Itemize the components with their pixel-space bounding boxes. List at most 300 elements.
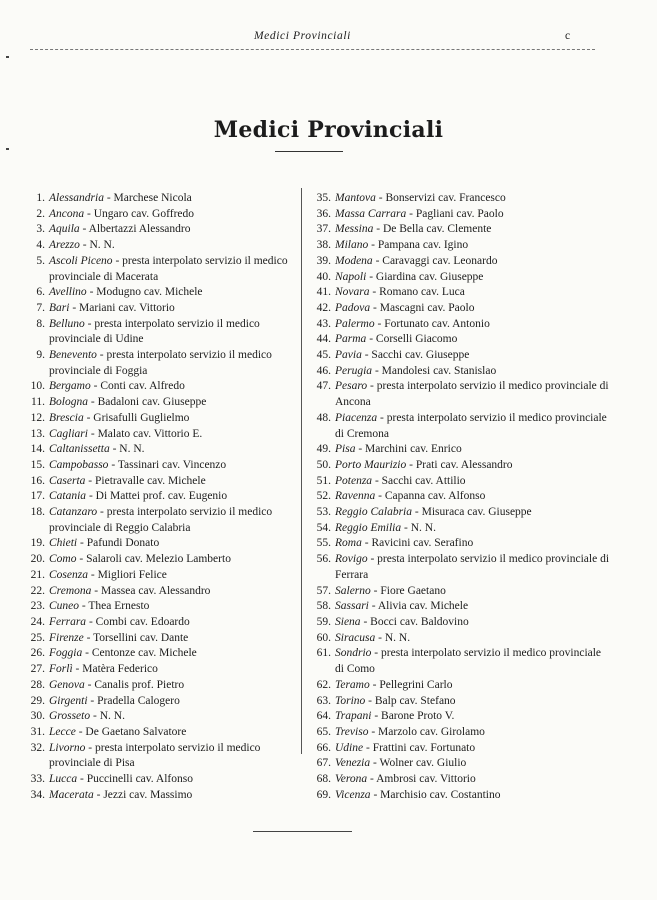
entry-number: 24. <box>30 615 45 628</box>
entry-number: 53. <box>316 506 331 519</box>
entry-body <box>49 709 300 725</box>
entry-separator: - <box>368 239 378 252</box>
entry-number: 63. <box>316 694 331 707</box>
entry <box>309 317 609 333</box>
province-name: Firenze <box>49 631 84 644</box>
entry-number: 32. <box>30 741 45 754</box>
entry-body <box>335 442 609 458</box>
province-name: Parma <box>335 333 367 346</box>
physician-name: Puccinelli cav. Alfonso <box>86 773 193 786</box>
province-name: Cuneo <box>49 600 80 613</box>
physician-name: Di Mattei prof. cav. Eugenio <box>95 490 228 503</box>
entry <box>22 694 300 710</box>
entry-separator: - <box>367 380 377 393</box>
physician-name: Marzolo cav. Girolamo <box>378 725 485 738</box>
physician-name: presta interpolato servizio il medico provinciale di Pisa <box>49 741 261 770</box>
entry-body <box>49 442 300 458</box>
physician-name: Prati cav. Alessandro <box>415 458 513 471</box>
province-name: Messina <box>335 223 374 236</box>
entry <box>22 646 300 662</box>
entry-number: 21. <box>30 568 45 581</box>
entry-separator: - <box>86 286 97 299</box>
entry-number: 47. <box>316 380 331 393</box>
entry-number: 14. <box>30 443 45 456</box>
entry <box>309 709 609 725</box>
entry <box>22 427 300 443</box>
entry <box>309 285 609 301</box>
entry-body <box>49 254 300 285</box>
entry-number: 30. <box>30 710 45 723</box>
entry-number: 16. <box>30 474 45 487</box>
physician-name: Salaroli cav. Melezio Lamberto <box>86 553 231 566</box>
physician-name: Bocci cav. Baldovino <box>370 615 469 628</box>
entry-number: 10. <box>30 380 45 393</box>
entry <box>309 615 609 631</box>
physician-name: Tassinari cav. Vincenzo <box>117 458 227 471</box>
physician-name: Pellegrini Carlo <box>379 678 453 691</box>
entry <box>309 505 609 521</box>
entry-body <box>49 411 300 427</box>
physician-name: presta interpolato servizio il medico provinciale di Reggio Calabria <box>49 506 273 534</box>
entry <box>22 709 300 725</box>
province-name: Pisa <box>335 443 356 456</box>
entry-separator: - <box>361 537 372 550</box>
entry-body <box>335 411 609 442</box>
physician-name: Ravicini cav. Serafino <box>371 537 474 550</box>
entry-number: 57. <box>316 584 331 597</box>
entry-separator: - <box>366 333 376 346</box>
entry-number: 69. <box>316 788 331 801</box>
entry-number: 54. <box>316 521 331 534</box>
entry-separator: - <box>85 741 96 754</box>
province-name: Como <box>49 553 77 566</box>
physician-name: Malato cav. Vittorio E. <box>97 427 203 440</box>
physician-name: Sacchi cav. Giuseppe <box>371 349 470 362</box>
entry-body <box>335 678 609 694</box>
entry-separator: - <box>412 506 422 519</box>
page-title: Medici Provinciali <box>213 117 444 143</box>
entry-separator: - <box>401 521 411 534</box>
province-name: Sassari <box>335 600 369 613</box>
entry <box>309 536 609 552</box>
entry-body <box>49 458 300 474</box>
entry-number: 46. <box>316 364 331 377</box>
entry-body <box>335 348 609 364</box>
entry-number: 4. <box>36 239 45 252</box>
entry-body <box>49 568 300 584</box>
running-title: Medici Provinciali <box>254 30 351 42</box>
entry <box>22 631 300 647</box>
entry-number: 17. <box>30 490 45 503</box>
entry-separator: - <box>368 600 378 613</box>
entry-number: 27. <box>30 663 45 676</box>
entry-separator: - <box>83 411 94 424</box>
entry <box>22 285 300 301</box>
entry-body <box>49 395 300 411</box>
entry-number: 22. <box>30 584 45 597</box>
physician-name: Pagliani cav. Paolo <box>415 207 504 220</box>
entry-body <box>335 317 609 333</box>
entry <box>22 615 300 631</box>
entry-body <box>49 489 300 505</box>
entry-separator: - <box>372 474 382 487</box>
entry <box>22 536 300 552</box>
physician-name: N. N. <box>119 443 145 456</box>
physician-name: Matèra Federico <box>82 663 158 676</box>
entry-separator: - <box>77 773 87 786</box>
physician-name: Pafundi Donato <box>86 537 160 550</box>
entry-body <box>49 317 300 348</box>
entry-separator: - <box>97 506 107 519</box>
entry-separator: - <box>370 788 381 801</box>
physician-name: N. N. <box>99 710 125 723</box>
footer-rule <box>253 831 352 832</box>
physician-name: N. N. <box>384 631 411 644</box>
province-name: Padova <box>335 301 371 314</box>
entry <box>309 788 609 804</box>
entry <box>309 694 609 710</box>
entry-body <box>49 536 300 552</box>
entry-body <box>49 207 300 223</box>
province-name: Vicenza <box>335 788 371 801</box>
entry-separator: - <box>112 254 123 267</box>
physician-name: Grisafulli Guglielmo <box>93 411 190 424</box>
entry-separator: - <box>96 349 107 362</box>
physician-name: Pietravalle cav. Michele <box>95 474 206 487</box>
header-rule <box>30 49 595 50</box>
physician-name: Wolner cav. Giulio <box>379 757 467 770</box>
entry-separator: - <box>75 725 86 738</box>
entry-body <box>335 379 609 410</box>
entry-separator: - <box>367 773 377 786</box>
entry-body <box>335 694 609 710</box>
entry-separator: - <box>85 474 96 487</box>
entry-separator: - <box>79 239 90 252</box>
province-name: Belluno <box>49 317 85 330</box>
entry-body <box>335 709 609 725</box>
entry <box>309 631 609 647</box>
entry-body <box>49 348 300 379</box>
entry-separator: - <box>82 647 92 660</box>
entry-number: 23. <box>30 600 45 613</box>
entry <box>309 332 609 348</box>
entry <box>309 772 609 788</box>
entry-number: 31. <box>30 725 45 738</box>
entry-separator: - <box>369 286 380 299</box>
province-name: Girgenti <box>49 694 88 707</box>
entry-number: 55. <box>316 537 331 550</box>
entry <box>22 442 300 458</box>
province-name: Siracusa <box>335 631 376 644</box>
entry-number: 18. <box>30 506 45 519</box>
entry <box>22 458 300 474</box>
entry <box>22 254 300 285</box>
entry <box>309 238 609 254</box>
entry-number: 52. <box>316 490 331 503</box>
entry <box>22 222 300 238</box>
province-name: Bologna <box>49 396 88 409</box>
entry <box>22 348 300 379</box>
physician-name: presta interpolato servizio il medico provinciale di Udine <box>49 317 260 346</box>
entry-separator: - <box>86 490 96 503</box>
province-name: Treviso <box>335 725 369 738</box>
entry-separator: - <box>109 443 120 456</box>
province-name: Caserta <box>49 474 86 487</box>
physician-name: presta interpolato servizio il medico provinciale di Como <box>335 647 602 676</box>
province-name: Pesaro <box>335 380 368 393</box>
entry-number: 13. <box>30 427 45 440</box>
physician-name: presta interpolato servizio il medico provinciale di Ancona <box>335 380 609 409</box>
province-name: Porto Maurizio <box>335 458 407 471</box>
entries-column-left <box>22 191 300 803</box>
entry-number: 39. <box>316 254 331 267</box>
entry <box>22 238 300 254</box>
entry-number: 67. <box>316 757 331 770</box>
entry-number: 11. <box>31 396 45 409</box>
entry-number: 8. <box>36 317 45 330</box>
entry-body <box>49 741 300 772</box>
physician-name: Ambrosi cav. Vittorio <box>376 773 476 786</box>
entry-separator: - <box>87 427 98 440</box>
entry <box>22 191 300 207</box>
entry-body <box>49 427 300 443</box>
entry <box>22 725 300 741</box>
physician-name: Pampana cav. Igino <box>377 239 469 252</box>
entry <box>309 364 609 380</box>
province-name: Milano <box>335 239 369 252</box>
entry-number: 48. <box>316 411 331 424</box>
entry-number: 68. <box>316 773 331 786</box>
entry-number: 34. <box>30 788 45 801</box>
entry-number: 65. <box>316 725 331 738</box>
entry-number: 25. <box>30 631 45 644</box>
entry <box>309 552 609 583</box>
entry-separator: - <box>370 301 380 314</box>
province-name: Macerata <box>49 788 94 801</box>
entry <box>309 254 609 270</box>
province-name: Palermo <box>335 317 375 330</box>
entry-number: 61. <box>316 647 331 660</box>
physician-name: Ungaro cav. Goffredo <box>93 207 194 220</box>
entry-number: 43. <box>316 317 331 330</box>
physician-name: Mariani cav. Vittorio <box>79 301 175 314</box>
physician-name: Giardina cav. Giuseppe <box>375 270 484 283</box>
entry-body <box>49 474 300 490</box>
province-name: Potenza <box>335 474 373 487</box>
entry-separator: - <box>375 490 385 503</box>
entry-separator: - <box>406 458 416 471</box>
entry-number: 64. <box>316 710 331 723</box>
entry-separator: - <box>367 553 378 566</box>
province-name: Chieti <box>49 537 78 550</box>
physician-name: Mascagni cav. Paolo <box>379 301 475 314</box>
province-name: Mantova <box>335 192 376 204</box>
entry-number: 59. <box>316 615 331 628</box>
entry <box>22 741 300 772</box>
entry-number: 38. <box>316 239 331 252</box>
entry <box>22 678 300 694</box>
entry <box>22 317 300 348</box>
province-name: Catania <box>49 490 87 503</box>
entry <box>22 552 300 568</box>
entry-separator: - <box>372 254 383 267</box>
physician-name: De Bella cav. Clemente <box>382 223 492 236</box>
entry-separator: - <box>79 600 89 613</box>
print-fleck <box>6 148 9 150</box>
entry-body <box>335 631 609 647</box>
column-divider <box>301 188 302 754</box>
physician-name: Marchini cav. Enrico <box>365 443 462 456</box>
province-name: Grosseto <box>49 710 91 723</box>
province-name: Livorno <box>49 741 86 754</box>
entry-separator: - <box>361 349 372 362</box>
entry-number: 19. <box>30 537 45 550</box>
entry-body <box>335 285 609 301</box>
entry-body <box>335 772 609 788</box>
province-name: Sondrio <box>335 647 372 660</box>
entry <box>309 301 609 317</box>
province-name: Napoli <box>335 270 367 283</box>
entry-number: 35. <box>316 192 331 204</box>
entry <box>309 191 609 207</box>
entry-separator: - <box>355 443 366 456</box>
entry-separator: - <box>86 615 96 628</box>
entry-number: 50. <box>316 458 331 471</box>
entry-number: 62. <box>316 678 331 691</box>
entry-body <box>335 788 609 804</box>
province-name: Cosenza <box>49 568 88 581</box>
physician-name: presta interpolato servizio il medico provinciale di Foggia <box>49 349 272 377</box>
entry <box>22 395 300 411</box>
entry <box>309 725 609 741</box>
entry-separator: - <box>76 553 87 566</box>
entry <box>309 646 609 677</box>
entry-number: 44. <box>316 333 331 346</box>
entry-separator: - <box>108 458 118 471</box>
entry-separator: - <box>406 207 416 220</box>
entry <box>309 584 609 600</box>
entry <box>22 411 300 427</box>
page-mark: c <box>565 30 571 42</box>
entry-body <box>49 725 300 741</box>
entry-body <box>49 631 300 647</box>
province-name: Torino <box>335 694 366 707</box>
physician-name: De Gaetano Salvatore <box>85 725 187 738</box>
entry-separator: - <box>90 380 101 393</box>
physician-name: Massea cav. Alessandro <box>100 584 211 597</box>
entry-body <box>335 364 609 380</box>
entry-body <box>49 615 300 631</box>
entry <box>309 458 609 474</box>
entry-number: 60. <box>316 631 331 644</box>
entry-body <box>335 238 609 254</box>
entry <box>22 772 300 788</box>
entry-body <box>335 254 609 270</box>
entry-number: 45. <box>316 349 331 362</box>
province-name: Bari <box>49 301 70 314</box>
entry-separator: - <box>77 537 87 550</box>
entry <box>22 788 300 804</box>
physician-name: Sacchi cav. Attilio <box>381 474 466 487</box>
entry-body <box>335 584 609 600</box>
entry-body <box>49 772 300 788</box>
entry <box>22 489 300 505</box>
entry-body <box>335 756 609 772</box>
province-name: Forlì <box>49 663 73 676</box>
province-name: Roma <box>335 537 362 550</box>
physician-name: Corselli Giacomo <box>375 333 458 346</box>
entry-body <box>335 615 609 631</box>
province-name: Trapani <box>335 710 372 723</box>
entry <box>22 505 300 536</box>
province-name: Bergamo <box>49 380 91 393</box>
physician-name: Canalis prof. Pietro <box>94 678 185 691</box>
entry-body <box>49 301 300 317</box>
entry-number: 7. <box>36 301 45 314</box>
entry <box>309 474 609 490</box>
province-name: Caltanissetta <box>49 443 110 456</box>
province-name: Massa Carrara <box>335 207 407 220</box>
entry-separator: - <box>90 710 100 723</box>
running-header <box>0 30 657 48</box>
physician-name: Marchese Nicola <box>113 192 192 204</box>
entry-body <box>49 662 300 678</box>
entry-separator: - <box>84 207 94 220</box>
entry-separator: - <box>87 694 98 707</box>
physician-name: Modugno cav. Michele <box>96 286 203 299</box>
province-name: Ancona <box>49 207 85 220</box>
entry-body <box>49 788 300 804</box>
physician-name: Fiore Gaetano <box>380 584 446 597</box>
entry <box>309 756 609 772</box>
entry-separator: - <box>72 663 83 676</box>
province-name: Lucca <box>49 773 78 786</box>
province-name: Ferrara <box>49 615 87 628</box>
physician-name: Badaloni cav. Giuseppe <box>97 396 207 409</box>
entry <box>22 207 300 223</box>
physician-name: Thea Ernesto <box>88 600 150 613</box>
entry-body <box>49 694 300 710</box>
entry-separator: - <box>371 710 382 723</box>
entry-number: 1. <box>36 192 45 204</box>
physician-name: Barone Proto V. <box>381 710 455 723</box>
entry-number: 9. <box>36 349 45 362</box>
province-name: Lecce <box>49 725 76 738</box>
entry-number: 41. <box>316 286 331 299</box>
province-name: Arezzo <box>49 239 80 252</box>
province-name: Teramo <box>335 678 370 691</box>
entry-separator: - <box>84 317 95 330</box>
entry <box>22 584 300 600</box>
province-name: Ravenna <box>335 490 376 503</box>
entry <box>22 568 300 584</box>
physician-name: presta interpolato servizio il medico provinciale di Cremona <box>335 411 607 440</box>
entry <box>309 379 609 410</box>
physician-name: Pradella Calogero <box>97 694 180 707</box>
entry-separator: - <box>360 615 371 628</box>
entry-body <box>335 599 609 615</box>
entry-separator: - <box>377 411 387 424</box>
entry-number: 51. <box>316 474 331 487</box>
entry-separator: - <box>79 223 89 236</box>
entry-body <box>49 238 300 254</box>
entry-separator: - <box>365 694 375 707</box>
entry-body <box>49 379 300 395</box>
entry-number: 29. <box>30 694 45 707</box>
entry-body <box>335 521 609 537</box>
physician-name: presta interpolato servizio il medico provinciale di Macerata <box>49 254 288 283</box>
entry-number: 42. <box>316 301 331 314</box>
